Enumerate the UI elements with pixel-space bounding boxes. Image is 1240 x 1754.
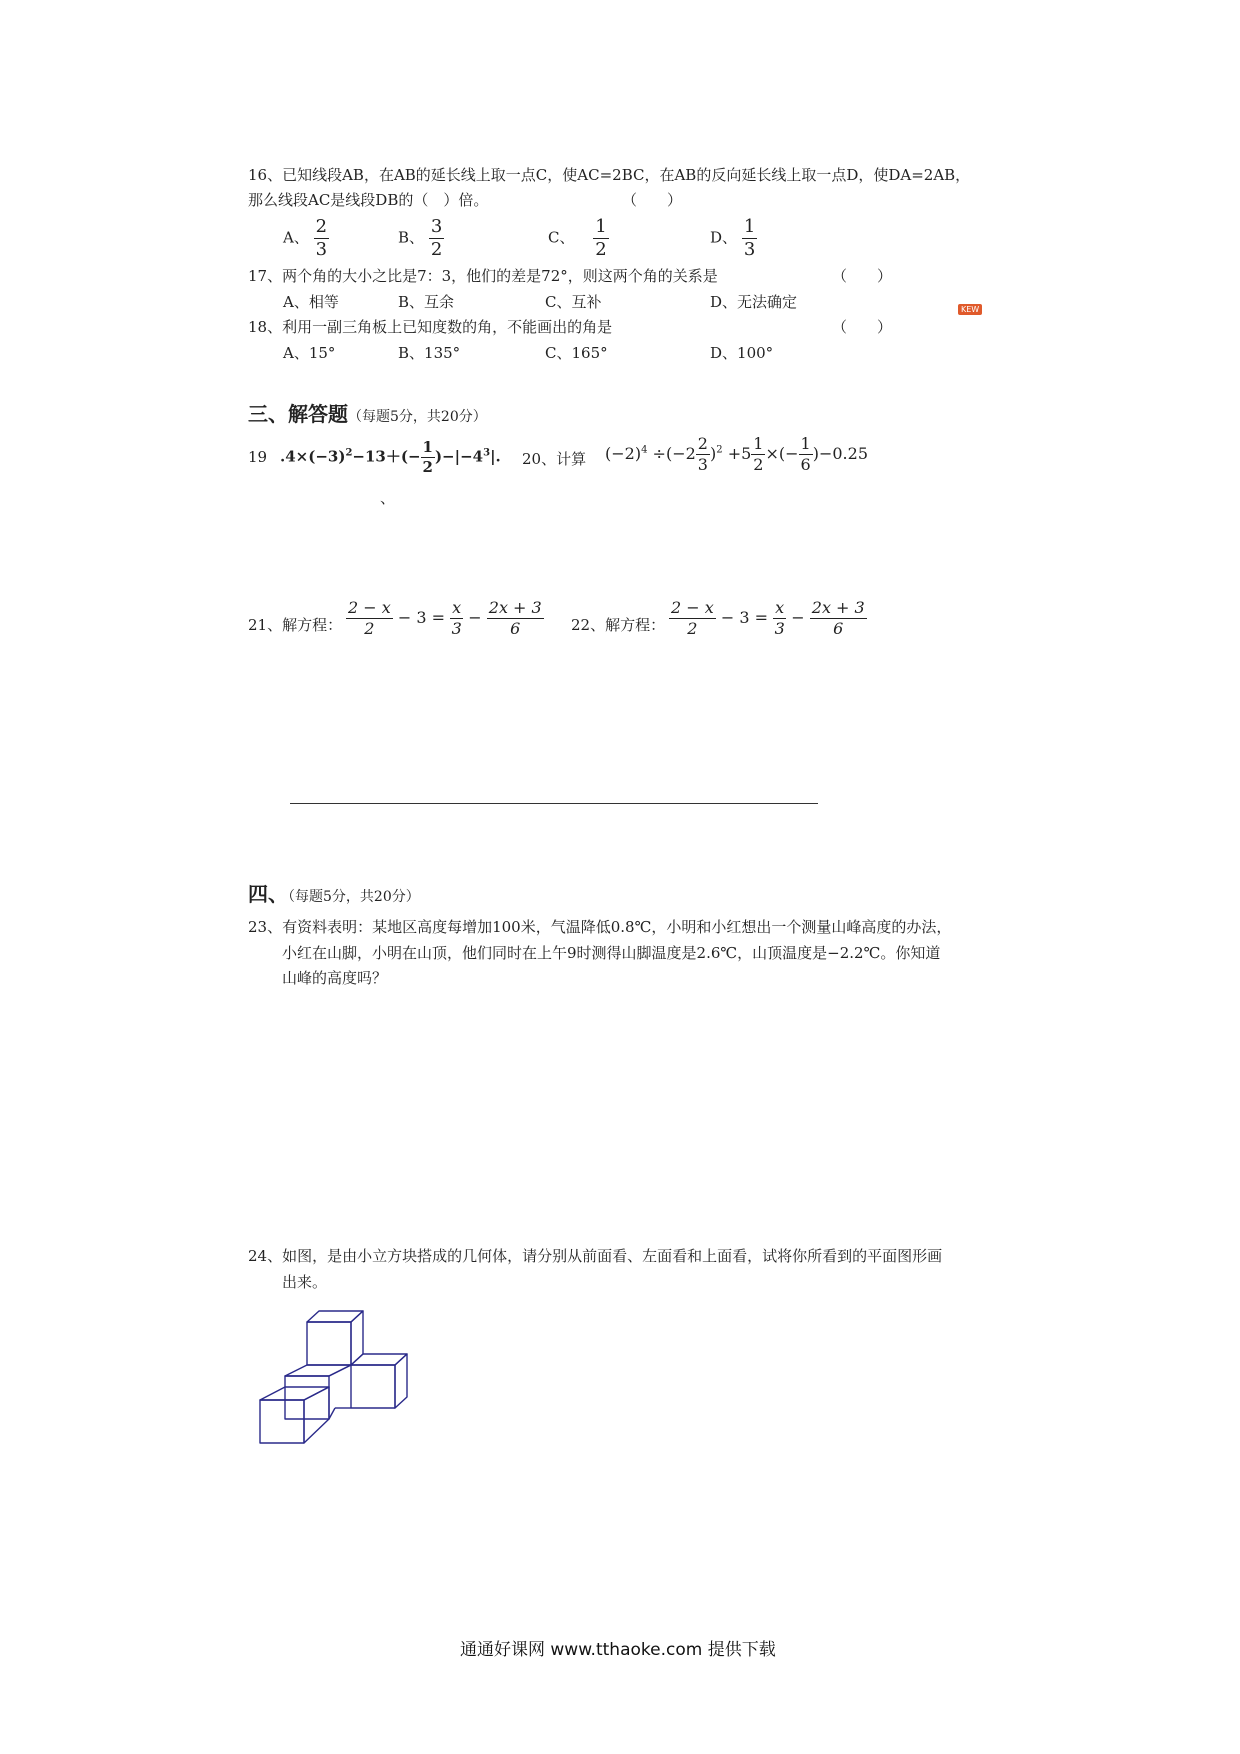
q22-fraction-2: $\frac{x}{3}$ <box>774 598 785 638</box>
q20-fraction-3: $\frac{1}{6}$ <box>800 434 811 474</box>
top-cube-side <box>351 1311 363 1365</box>
middle-cube-front <box>285 1376 329 1419</box>
option-fraction: $\frac{1}{2}$ <box>595 216 607 260</box>
q22-fraction-3: $\frac{2x + 3}{6}$ <box>811 598 865 638</box>
q16-line2: 那么线段AC是线段DB的（ ）倍。 <box>248 191 489 209</box>
option-label: B、 <box>398 228 425 247</box>
q21-equation: $\frac{2 - x}{2}$ − 3 = $\frac{x}{3}$ − $\frac{2x + 3}{6}$ <box>348 598 542 638</box>
q20-expression: $(-2)^4 \div(-2$ $\frac{2}{3}$ )$^2$ +5 $\frac{1}{2}$ ×(− $\frac{1}{6}$ )−0.25 <box>605 434 868 474</box>
middle-cube-side-edge <box>329 1408 335 1419</box>
option-label: C、 <box>548 228 575 247</box>
cube-figure <box>255 1292 420 1452</box>
q19-fraction: $\frac{1}{2}$ <box>422 438 433 476</box>
q16-line1: 16、已知线段AB，在AB的延长线上取一点C，使AC=2BC，在AB的反向延长线上取一点D，使DA=2AB， <box>248 166 971 184</box>
q16-option-b <box>398 218 444 259</box>
section3-heading <box>248 398 487 427</box>
section-title: 四、 <box>248 882 288 906</box>
q18-option-b: B、135° <box>398 344 461 362</box>
section-note: （每题5分，共20分） <box>348 409 487 425</box>
q20-fraction-2: $\frac{1}{2}$ <box>753 434 764 474</box>
front-cube-top <box>260 1387 329 1400</box>
q18-text: 18、利用一副三角板上已知度数的角，不能画出的角是 <box>248 318 613 336</box>
q16-option-a <box>283 218 329 259</box>
right-cube-top <box>351 1354 407 1365</box>
q23-line1: 23、有资料表明：某地区高度每增加100米，气温降低0.8℃，小明和小红想出一个测量山峰高度的办法， <box>248 918 952 936</box>
q16-option-c <box>548 218 609 259</box>
q17-bracket: （ ） <box>832 267 893 285</box>
section-note: （每题5分，共20分） <box>288 889 420 905</box>
option-fraction: $\frac{1}{3}$ <box>743 216 756 260</box>
q19-number: 19 <box>248 448 268 466</box>
q22-equation: $\frac{2 - x}{2}$ − 3 = $\frac{x}{3}$ − $\frac{2x + 3}{6}$ <box>671 598 865 638</box>
q18-option-c: C、165° <box>545 344 608 362</box>
divider-line <box>290 803 818 804</box>
q19-mark: 、 <box>380 489 396 507</box>
section4-heading <box>248 878 420 907</box>
stamp-icon: KEW <box>958 304 982 315</box>
q22-label: 22、解方程： <box>571 616 666 634</box>
footer-text: 通通好课网 www.tthaoke.com 提供下载 <box>460 1640 776 1660</box>
q18-bracket: （ ） <box>832 318 893 336</box>
front-cube-front <box>260 1400 304 1443</box>
q22-fraction-1: $\frac{2 - x}{2}$ <box>671 598 714 638</box>
cube-figure-strokes <box>260 1311 407 1443</box>
top-cube-front <box>307 1322 351 1365</box>
q21-fraction-2: $\frac{x}{3}$ <box>451 598 462 638</box>
q18-option-a: A、15° <box>283 344 336 362</box>
q20-fraction-1: $\frac{2}{3}$ <box>697 434 708 474</box>
q17-option-d: D、无法确定 <box>710 293 798 311</box>
q21-fraction-3: $\frac{2x + 3}{6}$ <box>488 598 542 638</box>
q20-label: 20、计算 <box>522 450 587 468</box>
right-cube-front <box>351 1365 395 1408</box>
q16-bracket: （ ） <box>622 191 683 209</box>
option-label: D、 <box>710 228 738 247</box>
right-cube-side <box>395 1354 407 1408</box>
option-label: A、 <box>283 228 309 247</box>
q16-option-d <box>710 218 757 259</box>
q21-fraction-1: $\frac{2 - x}{2}$ <box>348 598 391 638</box>
section-title: 三、解答题 <box>248 402 348 426</box>
q23-line3: 山峰的高度吗？ <box>282 969 388 987</box>
option-fraction: $\frac{2}{3}$ <box>315 216 328 260</box>
q17-option-b: B、互余 <box>398 293 455 311</box>
q24-line2: 出来。 <box>282 1273 328 1291</box>
q23-line2: 小红在山脚，小明在山顶，他们同时在上午9时测得山脚温度是2.6℃，山顶温度是−2.2℃。你知道 <box>282 944 941 962</box>
q21-label: 21、解方程： <box>248 616 343 634</box>
q19-expression: $.4\times(-3)^2-13+(-$ $\frac{1}{2}$ )$-|-4^3|$. <box>280 438 501 476</box>
front-cube-side <box>304 1387 329 1443</box>
top-cube-top <box>307 1311 363 1322</box>
q24-line1: 24、如图，是由小立方块搭成的几何体，请分别从前面看、左面看和上面看，试将你所看到的平面图形画 <box>248 1247 943 1265</box>
q17-text: 17、两个角的大小之比是7：3，他们的差是72°，则这两个角的关系是 <box>248 267 718 285</box>
q17-option-c: C、互补 <box>545 293 602 311</box>
middle-cube-edge <box>329 1365 351 1376</box>
q18-option-d: D、100° <box>710 344 774 362</box>
q17-option-a: A、相等 <box>283 293 339 311</box>
option-fraction: $\frac{3}{2}$ <box>430 216 443 260</box>
